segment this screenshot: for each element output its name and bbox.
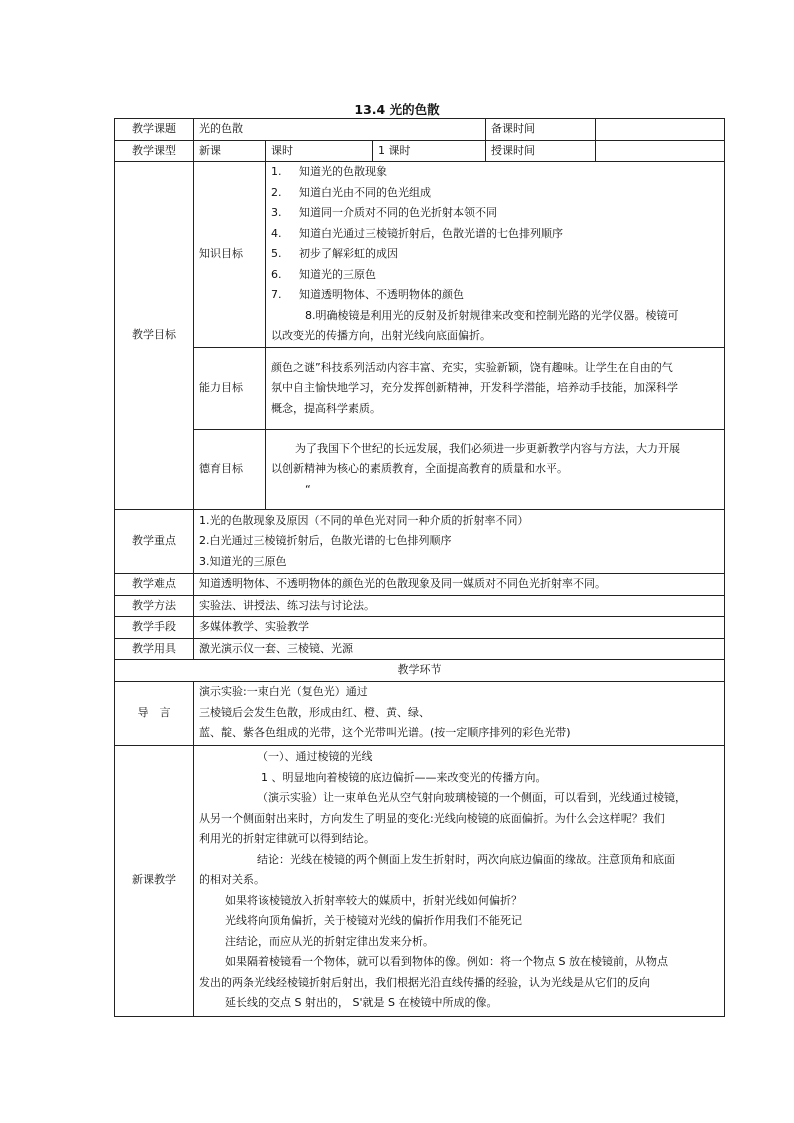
key-points-content	[194, 510, 725, 574]
moral-line: 以创新精神为核心的素质教育，全面提高教育的质量和水平。	[271, 462, 568, 476]
period-value: 1 课时	[373, 140, 486, 162]
means-value: 多媒体教学、实验教学	[194, 617, 725, 639]
lesson-line: 1 、明显地向着棱镜的底边偏折——来改变光的传播方向。	[261, 770, 547, 784]
page-title: 13.4 光的色散	[354, 102, 440, 117]
row-moral-goal	[115, 430, 725, 510]
intro-line: 演示实验:一束白光（复色光）通过	[199, 685, 368, 699]
topic-value: 光的色散	[194, 119, 486, 141]
process-header: 教学环节	[115, 660, 725, 682]
row-tools	[115, 638, 725, 660]
ability-line: 颜色之谜”科技系列活动内容丰富、充实，实验新颖，饶有趣味。让学生在自由的气	[271, 360, 673, 374]
row-methods	[115, 595, 725, 617]
row-key-points	[115, 510, 725, 574]
type-value: 新课	[194, 140, 266, 162]
knowledge-item: 4. 知道白光通过三棱镜折射后，色散光谱的七色排列顺序	[271, 226, 563, 240]
lesson-line: 光线将向顶角偏折，关于棱镜对光线的偏折作用我们不能死记	[225, 914, 522, 928]
moral-goal-label: 德育目标	[194, 430, 266, 510]
lesson-line: 发出的两条光线经棱镜折射后射出，我们根据光沿直线传播的经验，认为光线是从它们的反向	[199, 975, 650, 989]
row-type	[115, 140, 725, 162]
knowledge-item: 5. 初步了解彩虹的成因	[271, 247, 398, 261]
ability-goal-content	[266, 348, 725, 430]
knowledge-item: 6. 知道光的三原色	[271, 267, 376, 281]
row-ability-goal	[115, 348, 725, 430]
key-point-line: 2.白光通过三棱镜折射后，色散光谱的七色排列顺序	[199, 534, 452, 548]
knowledge-extra-line: 以改变光的传播方向，出射光线向底面偏折。	[271, 329, 491, 343]
knowledge-extra-line: 8.明确棱镜是利用光的反射及折射规律来改变和控制光路的光学仪器。棱镜可	[305, 308, 679, 322]
goals-label: 教学目标	[115, 162, 194, 510]
ability-line: 概念，提高科学素质。	[271, 401, 381, 415]
difficulties-value: 知道透明物体、不透明物体的颜色光的色散现象及同一媒质对不同色光折射率不同。	[194, 574, 725, 596]
knowledge-item: 2. 知道白光由不同的色光组成	[271, 185, 431, 199]
key-point-line: 1.光的色散现象及原因（不同的单色光对同一种介质的折射率不同）	[199, 513, 529, 527]
methods-value: 实验法、讲授法、练习法与讨论法。	[194, 595, 725, 617]
knowledge-item: 1. 知道光的色散现象	[271, 165, 387, 179]
row-knowledge-goal	[115, 162, 725, 348]
ability-goal-label: 能力目标	[194, 348, 266, 430]
lesson-line: 从另一个侧面射出来时，方向发生了明显的变化:光线向棱镜的底面偏折。为什么会这样呢？我们	[199, 811, 665, 825]
lesson-line: 利用光的折射定律就可以得到结论。	[199, 832, 375, 846]
tools-label: 教学用具	[115, 638, 194, 660]
lesson-line: 如果隔着棱镜看一个物体，就可以看到物体的像。例如：将一个物点 S 放在棱镜前，从物点	[225, 955, 668, 969]
lesson-line: （一）、通过棱镜的光线	[257, 750, 373, 764]
new-lesson-content	[194, 745, 725, 1016]
means-label: 教学手段	[115, 617, 194, 639]
lesson-line: 结论：光线在棱镜的两个侧面上发生折射时，两次向底边偏面的缘故。注意顶角和底面	[257, 852, 675, 866]
row-topic	[115, 119, 725, 141]
lesson-line: 延长线的交点 S 射出的， S'就是 S 在棱镜中所成的像。	[225, 996, 498, 1010]
lesson-line: 注结论，而应从光的折射定律出发来分析。	[225, 934, 434, 948]
intro-line: 蓝、靛、紫各色组成的光带，这个光带叫光谱。(按一定顺序排列的彩色光带)	[199, 726, 571, 740]
difficulties-label: 教学难点	[115, 574, 194, 596]
intro-line: 三棱镜后会发生色散，形成由红、橙、黄、绿、	[199, 705, 430, 719]
methods-label: 教学方法	[115, 595, 194, 617]
intro-content	[194, 681, 725, 745]
knowledge-goal-content	[266, 162, 725, 348]
row-process-header	[115, 660, 725, 682]
lesson-plan-table	[114, 118, 725, 1017]
knowledge-item: 3. 知道同一介质对不同的色光折射本领不同	[271, 206, 497, 220]
period-label: 课时	[266, 140, 373, 162]
row-difficulties	[115, 574, 725, 596]
key-points-label: 教学重点	[115, 510, 194, 574]
knowledge-goal-label: 知识目标	[194, 162, 266, 348]
tools-value: 激光演示仪一套、三棱镜、光源	[194, 638, 725, 660]
topic-label: 教学课题	[115, 119, 194, 141]
moral-goal-content	[266, 430, 725, 510]
moral-line: 为了我国下个世纪的长远发展，我们必须进一步更新教学内容与方法，大力开展	[295, 441, 680, 455]
row-intro	[115, 681, 725, 745]
row-means	[115, 617, 725, 639]
teach-time-label: 授课时间	[486, 140, 596, 162]
new-lesson-label: 新课教学	[115, 745, 194, 1016]
teach-time-value	[596, 140, 725, 162]
row-new-lesson	[115, 745, 725, 1016]
ability-line: 氛中自主愉快地学习，充分发挥创新精神，开发科学潜能，培养动手技能，加深科学	[271, 381, 678, 395]
knowledge-item: 7. 知道透明物体、不透明物体的颜色	[271, 288, 464, 302]
lesson-line: 如果将该棱镜放入折射率较大的媒质中，折射光线如何偏折？	[225, 893, 522, 907]
lesson-line: 的相对关系。	[199, 873, 265, 887]
intro-label: 导 言	[115, 681, 194, 745]
type-label: 教学课型	[115, 140, 194, 162]
key-point-line: 3.知道光的三原色	[199, 554, 287, 568]
lesson-line: （演示实验）让一束单色光从空气射向玻璃棱镜的一个侧面，可以看到，光线通过棱镜，	[257, 791, 686, 805]
prep-time-label: 备课时间	[486, 119, 596, 141]
prep-time-value	[596, 119, 725, 141]
moral-quote-mark: “	[305, 482, 311, 496]
